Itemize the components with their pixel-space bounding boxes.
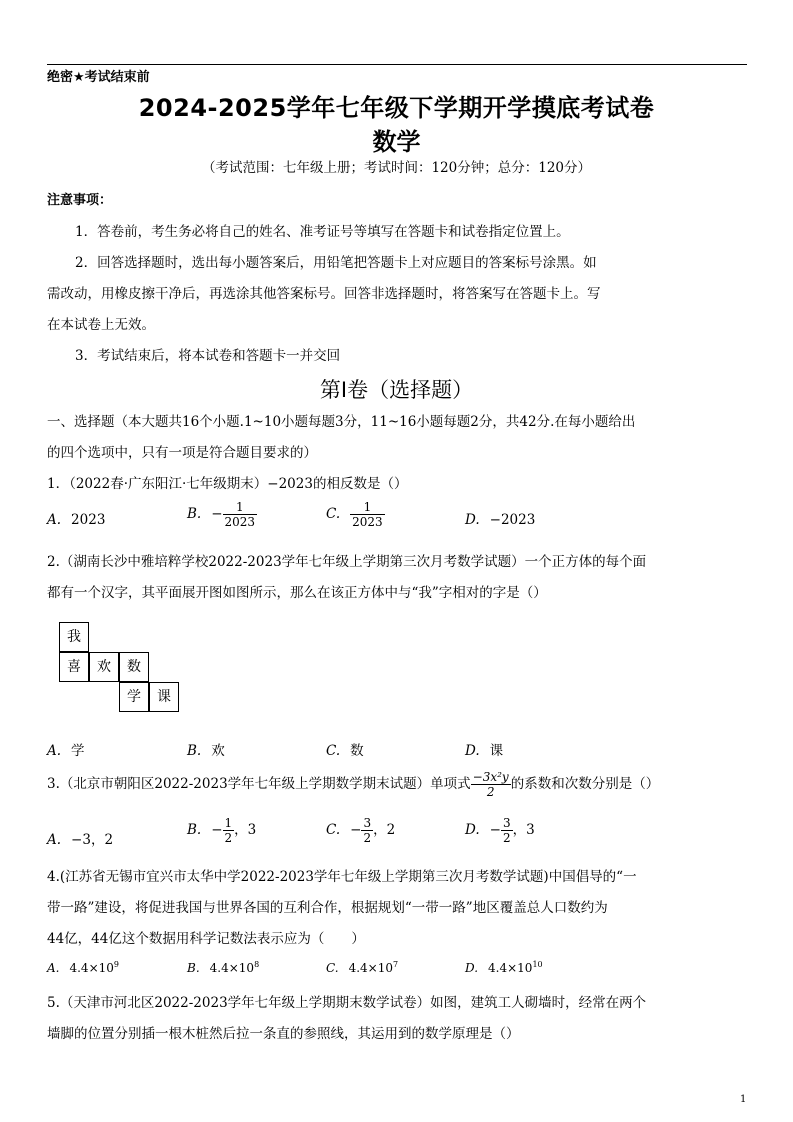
q4-option-a <box>47 960 119 975</box>
q4-stem-line-1: 4.(江苏省无锡市宜兴市太华中学2022-2023学年七年级上学期第三次月考数学试题)中国倡导的“一 <box>47 869 637 885</box>
q1-b-fraction <box>223 500 258 529</box>
q2-stem-line-2: 都有一个汉字，其平面展开图如图所示，那么在该正方体中与“我”字相对的字是（） <box>47 585 547 601</box>
q2-d-text: 课 <box>489 743 504 759</box>
q3-b-tail: ，3 <box>234 822 257 838</box>
net-cell: 数 <box>119 652 149 682</box>
option-letter: A. <box>47 512 62 528</box>
q3-d-tail: ，3 <box>512 822 535 838</box>
q2-option-b <box>187 739 225 759</box>
q1-stem: 1．（2022春·广东阳江·七年级期末）−2023的相反数是（） <box>47 476 408 492</box>
option-letter: A. <box>47 743 62 759</box>
q3-stem-pre: 3.（北京市朝阳区2022-2023学年七年级上学期数学期末试题）单项式 <box>47 776 471 792</box>
option-letter: B. <box>187 506 202 522</box>
net-cell: 学 <box>119 682 149 712</box>
q1-c-fraction <box>350 500 385 529</box>
exam-range: （考试范围：七年级上册；考试时间：120分钟；总分：120分） <box>201 160 592 176</box>
q4-d-exp: 10 <box>532 960 543 969</box>
q1-b-num: 1 <box>223 500 258 515</box>
q1-option-d <box>465 512 535 528</box>
option-letter: B. <box>187 822 202 838</box>
q3-stem-post: 的系数和次数分别是（） <box>510 776 660 792</box>
q4-option-c <box>326 960 398 975</box>
q3-a-text: −3，2 <box>71 832 114 848</box>
q3-b-den: 2 <box>224 831 233 845</box>
q1-option-a <box>47 512 105 528</box>
note-2-line-1: 2．回答选择题时，选出每小题答案后，用铅笔把答题卡上对应题目的答案标号涂黑。如 <box>75 255 597 271</box>
q3-d-den: 2 <box>502 831 511 845</box>
q2-option-a <box>47 739 85 759</box>
neg-sign: − <box>350 822 362 838</box>
q3-monomial <box>471 770 511 799</box>
q1-option-b <box>187 500 257 529</box>
q1-option-c <box>326 500 385 529</box>
section-title: 第Ⅰ卷（选择题） <box>319 378 474 402</box>
note-3: 3．考试结束后，将本试卷和答题卡一并交回 <box>75 348 341 364</box>
q3-option-d <box>465 816 535 845</box>
notes-heading: 注意事项： <box>47 193 113 208</box>
q4-stem-line-2: 带一路”建设，将促进我国与世界各国的互利合作，根据规划“一带一路”地区覆盖总人口数约为 <box>47 900 608 916</box>
q2-b-text: 欢 <box>211 743 225 759</box>
net-cell: 喜 <box>59 652 89 682</box>
q4-option-d <box>465 960 543 975</box>
q1-d-text: −2023 <box>489 512 536 528</box>
q3-c-den: 2 <box>363 831 372 845</box>
q4-stem-line-3: 44亿，44亿这个数据用科学记数法表示应为（ ） <box>47 931 365 947</box>
q1-b-sign: − <box>211 506 223 522</box>
confidential-label: 绝密★考试结束前 <box>47 70 150 85</box>
net-cell: 欢 <box>89 652 119 682</box>
option-letter: A. <box>47 832 62 848</box>
q2-option-d <box>465 739 503 759</box>
option-letter: D. <box>465 512 480 528</box>
q4-a-exp: 9 <box>113 960 119 969</box>
q3-mono-den: 2 <box>486 785 495 799</box>
q4-option-b <box>187 960 259 975</box>
option-letter: C. <box>326 506 341 522</box>
cube-net-figure <box>57 621 187 717</box>
q4-c-exp: 7 <box>393 960 399 969</box>
note-1: 1．答卷前，考生务必将自己的姓名、准考证号等填写在答题卡和试卷指定位置上。 <box>75 224 570 240</box>
section-intro-line-2: 的四个选项中，只有一项是符合题目要求的） <box>47 445 317 461</box>
option-letter: B. <box>187 961 200 975</box>
q2-option-c <box>326 739 364 759</box>
q3-option-b <box>187 816 256 845</box>
q1-c-num: 1 <box>350 500 385 515</box>
option-letter: D. <box>465 743 480 759</box>
q1-c-den: 2023 <box>352 515 383 529</box>
option-letter: D. <box>465 822 480 838</box>
q2-c-text: 数 <box>350 743 364 759</box>
q2-a-text: 学 <box>71 743 85 759</box>
q3-d-fraction <box>501 816 513 845</box>
q3-c-tail: ，2 <box>373 822 396 838</box>
top-rule <box>47 64 747 65</box>
q5-stem-line-1: 5.（天津市河北区2022-2023学年七年级上学期期末数学试卷）如图，建筑工人砌墙时，经常在两个 <box>47 995 647 1011</box>
option-letter: A. <box>47 961 60 975</box>
q4-b-exp: 8 <box>254 960 260 969</box>
option-letter: C. <box>326 961 339 975</box>
net-cell: 课 <box>149 682 179 712</box>
q3-d-num: 3 <box>502 816 511 830</box>
note-2-line-3: 在本试卷上无效。 <box>47 317 155 333</box>
q3-mono-num: −3x²y <box>472 770 509 784</box>
q3-c-num: 3 <box>363 816 372 830</box>
neg-sign: − <box>211 822 223 838</box>
option-letter: C. <box>326 822 341 838</box>
neg-sign: − <box>489 822 501 838</box>
q3-b-fraction <box>223 816 235 845</box>
q2-stem-line-1: 2.（湖南长沙中雅培粹学校2022-2023学年七年级上学期第三次月考数学试题）一个正方体的每个面 <box>47 554 647 570</box>
q3-option-c <box>326 816 395 845</box>
note-2-line-2: 需改动，用橡皮擦干净后，再选涂其他答案标号。回答非选择题时，将答案写在答题卡上。写 <box>47 286 601 302</box>
q3-c-fraction <box>361 816 373 845</box>
q4-base: 4.4×10 <box>69 961 114 975</box>
q3-option-a <box>47 828 113 848</box>
net-cell: 我 <box>59 622 89 652</box>
q4-base: 4.4×10 <box>209 961 255 975</box>
q3-b-num: 1 <box>224 816 233 830</box>
page-title: 2024-2025学年七年级下学期开学摸底考试卷 <box>138 94 655 122</box>
option-letter: D. <box>465 961 479 975</box>
q1-b-den: 2023 <box>224 515 256 529</box>
subject-title: 数学 <box>372 128 421 156</box>
option-letter: C. <box>326 743 341 759</box>
q1-a-text: 2023 <box>71 512 106 528</box>
q5-stem-line-2: 墙脚的位置分别插一根木桩然后拉一条直的参照线，其运用到的数学原理是（） <box>47 1026 520 1042</box>
page-number: 1 <box>740 1094 747 1105</box>
q3-stem <box>47 770 659 799</box>
q4-base: 4.4×10 <box>488 961 533 975</box>
option-letter: B. <box>187 743 202 759</box>
section-intro-line-1: 一、选择题（本大题共16个小题.1~10小题每题3分，11~16小题每题2分，共42分.在每小题给出 <box>47 414 636 430</box>
q4-base: 4.4×10 <box>348 961 393 975</box>
